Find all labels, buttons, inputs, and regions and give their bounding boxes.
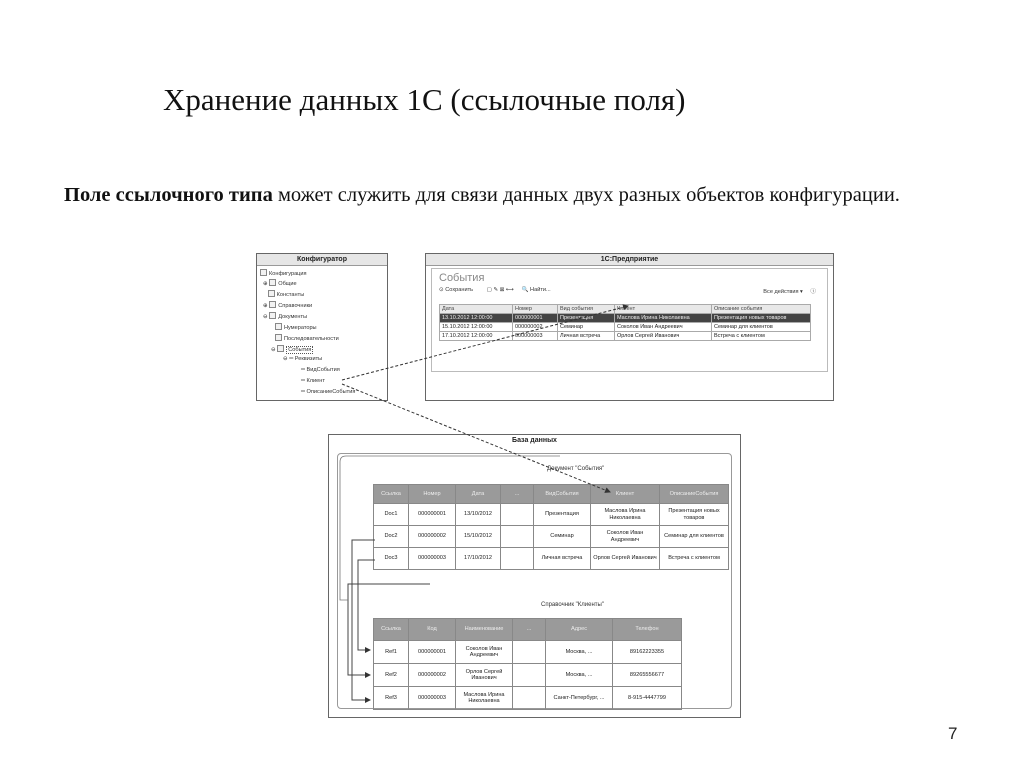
page-number: 7: [948, 724, 958, 743]
column-header[interactable]: Дата: [440, 305, 513, 314]
column-header[interactable]: Номер: [513, 305, 558, 314]
doc-table-caption: Документ "События": [547, 466, 605, 472]
toolbar-icons[interactable]: ▢ ✎ ⊠ ⟷: [486, 287, 514, 293]
column-header[interactable]: Клиент: [615, 305, 712, 314]
table-row: Ref1 000000001 Соколов Иван Андреевич Москва, ... 89162223355: [374, 641, 682, 664]
tree-item[interactable]: ═ ОписаниеСобытия: [301, 389, 356, 395]
table-row: Ref2 000000002 Орлов Сергей Иванович Москва, ... 89265556677: [374, 664, 682, 687]
link-doc-to-ref: [352, 540, 375, 700]
tree-item-client[interactable]: ═ Клиент: [301, 378, 325, 384]
arrow-client-to-enterprise: [342, 306, 628, 380]
tree-item[interactable]: Константы: [263, 290, 304, 299]
enterprise-title: 1С:Предприятие: [426, 254, 833, 266]
all-actions-button[interactable]: Все действия ▾ ⓘ: [763, 289, 816, 295]
table-row[interactable]: 15.10.2012 12:00:00 000000002 Семинар Соколов Иван Андреевич Семинар для клиентов: [440, 323, 811, 332]
table-row[interactable]: 13.10.2012 12:00:00 000000001 Презентация Маслова Ирина Николаевна Презентация новых товаров: [440, 314, 811, 323]
tree-item[interactable]: Конфигурация: [260, 269, 307, 278]
slide-title: Хранение данных 1С (ссылочные поля): [163, 82, 686, 117]
save-button[interactable]: ⊙ Сохранить: [439, 287, 474, 293]
configurator-title: Конфигуратор: [257, 254, 387, 266]
tree-item[interactable]: Нумераторы: [275, 323, 317, 332]
link-loop: [340, 456, 560, 462]
tree-item[interactable]: ⊖ ═ Реквизиты: [283, 356, 323, 362]
tree-item[interactable]: ⊕ Справочники: [263, 303, 313, 309]
table-row: Doc1 000000001 13/10/2012 Презентация Маслова Ирина Николаевна Презентация новых товаров: [374, 504, 729, 526]
events-form-title: События: [439, 272, 485, 284]
tree-item[interactable]: ⊖ События: [271, 347, 312, 353]
tree-item[interactable]: ⊕ Общие: [263, 281, 297, 287]
clients-table: Ссылка Код Наименование ... Адрес Телефон Ref1 000000001 Соколов Иван Андреевич Москва, ... 89162223355 Ref2 000000002 Орлов Сергей Иванович Москва, ... 89265556677 Ref3 000000003 Маслова Ирина Николаевна Санкт-Петербург, ... 8-915-4447799: [373, 618, 682, 710]
documents-table: Ссылка Номер Дата ... ВидСобытия Клиент ОписаниеСобытия Doc1 000000001 13/10/2012 Презентация Маслова Ирина Николаевна Презентация новых товаров Doc2 000000002 15/10/2012 Семинар Соколов Иван Андреевич Семинар для клиентов Doc3 000000003 17/10/2012 Личная встреча Орлов Сергей Иванович Встреча с клиентом: [373, 484, 729, 570]
find-button[interactable]: 🔍 Найти...: [521, 287, 551, 293]
table-row: Doc2 000000002 15/10/2012 Семинар Соколов Иван Андреевич Семинар для клиентов: [374, 526, 729, 548]
table-row: Ref3 000000003 Маслова Ирина Николаевна Санкт-Петербург, ... 8-915-4447799: [374, 687, 682, 710]
intro-bold: Поле ссылочного типа: [64, 184, 273, 206]
link-doc-to-ref: [358, 560, 375, 650]
link-doc-to-ref: [348, 584, 430, 675]
table-row[interactable]: 17.10.2012 12:00:00 000000003 Личная встреча Орлов Сергей Иванович Встреча с клиентом: [440, 332, 811, 341]
arrow-client-to-database: [342, 384, 610, 492]
database-title: База данных: [329, 435, 740, 446]
tree-item[interactable]: Последовательности: [275, 334, 339, 343]
link-loop: [340, 462, 348, 600]
tree-item[interactable]: ⊖ Документы: [263, 314, 308, 320]
table-row: Doc3 000000003 17/10/2012 Личная встреча Орлов Сергей Иванович Встреча с клиентом: [374, 548, 729, 570]
intro-text: может служить для связи данных двух разных объектов конфигурации.: [272, 184, 900, 206]
tree-item[interactable]: ═ ВидСобытия: [301, 367, 340, 373]
ref-table-caption: Справочник "Клиенты": [541, 602, 604, 608]
column-header[interactable]: Описание события: [712, 305, 811, 314]
column-header[interactable]: Вид события: [558, 305, 615, 314]
